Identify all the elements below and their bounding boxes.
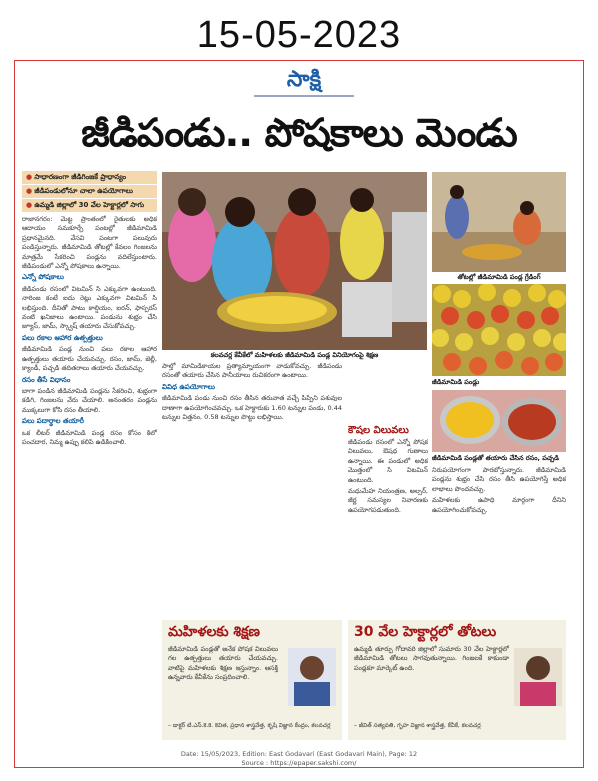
photo-caption: తోటల్లో జీడిమామిడి పండ్ల గ్రేడింగ్‌ — [457, 273, 541, 281]
grading-photo — [432, 172, 566, 272]
subheading: ఎన్నో పోషకాలు — [22, 273, 64, 282]
paragraph: జీడిమామిడి పండు నుంచి రసం తీసిన తరువాత వచ్చే పిప్పిని పశువుల దాణాగా ఉపయోగించవచ్చు. ఒక హెక్టారుకు 1.60 టన్నుల పండు, 0.44 టన్నుల విత్తనం, 0.58 టన్నుల పొట్టు లభిస్తాయి. — [162, 394, 342, 422]
highlight-item: ● జీడిపండులోనూ చాలా ఉపయోగాలు — [22, 185, 157, 199]
page-footer — [0, 750, 598, 768]
paragraph: నిరుపయోగంగా పారబోస్తున్నారు. జీడిమామిడి పండ్లను శుభ్రం చేసి రసం తీసి ఉపయోగిస్తే అధిక లాభాలు పొందవచ్చు. — [432, 466, 566, 493]
box-credit: – జీవిత్‌ సత్యవతి, గృహ విజ్ఞాన శాస్త్రవేత్త, కేవీకే, కలవచర్ల — [354, 723, 481, 729]
bullet-icon: ● — [26, 173, 33, 181]
scientist-photo — [514, 648, 562, 706]
paragraph: జీడిపండు రసంలో ఎన్నో పోషక విలువలు, ఔషధ గుణాలు ఉన్నాయి. ఈ పండులో అధిక మొత్తంలో సి విటమిన్‌ ఉంటుంది. — [348, 438, 428, 484]
paragraph: జీడిపండు రసంలో విటమిన్‌ సి ఎక్కువగా ఉంటుంది. నారింజ కంటే ఐదు రెట్లు ఎక్కువగా విటమిన్‌ సి లభిస్తుంది. దీనితో పాటు కాల్షియం, ఐరన్‌, ఫాస్పరస్‌ వంటి ఖనిజాలు ఉంటాయి. పండును శుభ్రం చేసి జ్యూస్‌, జామ్‌, స్క్వాష్‌ తయారు చేసుకోవచ్చు. — [22, 284, 157, 331]
box-text: ఉమ్మడి తూర్పు గోదావరి జిల్లాలో సుమారు 30 వేల హెక్టార్లలో జీడిమామిడి తోటలు సాగవుతున్నాయి. గింజలకే కాకుండా పండ్లకూ మార్కెట్‌ ఉంది. — [354, 645, 509, 672]
paragraph: ఒక లీటర్‌ జీడిమామిడి పండ్ల రసం కోసం కిలో పంచదార, నిమ్మ ఉప్పు కలిపి ఉడికించాలి. — [22, 428, 157, 446]
paragraph: జీడిమామిడి పండ్ల నుంచి పలు రకాల ఆహార ఉత్పత్తులు తయారు చేయవచ్చు. రసం, జామ్‌, జెల్లీ, క్యాండీ, పచ్చడి తదితరాలు తయారు చేయవచ్చు. — [22, 345, 157, 373]
scientist-photo — [288, 648, 336, 706]
box-heading: మహిళలకు శిక్షణ — [168, 624, 260, 640]
newspaper-masthead: సాక్షి — [254, 67, 354, 97]
body-column-4 — [432, 466, 566, 614]
paragraph: బాగా పండిన జీడిమామిడి పండ్లను సేకరించి, శుభ్రంగా కడిగి, గింజలను వేరు చేయాలి. అనంతరం పండ్లను ముక్కలుగా కోసి రసం తీయాలి. — [22, 386, 157, 414]
subheading: రసం తీసే విధానం — [22, 375, 71, 384]
highlight-item: ● సాధారణంగా జీడిగింజకే ప్రాధాన్యం — [22, 171, 157, 185]
photo-caption: కలవచర్ల కేవీకేలో మహిళలకు జీడిమామిడి పండ్ల వినియోగంపై శిక్షణ — [210, 351, 379, 359]
body-column-2 — [162, 362, 342, 614]
bullet-icon: ● — [26, 201, 33, 209]
subheading: పలు రకాల ఆహార ఉత్పత్తులు — [22, 333, 103, 342]
photo-caption: జీడిమామిడి పండ్లతో తయారు చేసిన రసం, పచ్చడి — [432, 454, 559, 462]
bullet-icon: ● — [26, 187, 33, 195]
section-heading: కౌషల విలువలు — [348, 425, 409, 436]
body-column-1 — [22, 215, 157, 737]
box-text: జీడిమామిడి పండ్లతో అనేక పోషక విలువలు గల ఉత్పత్తులు తయారు చేయవచ్చు. వాటిపై మహిళలకు శిక్షణ ఇస్తున్నాం. ఆసక్తి ఉన్నవారు కేవీకేను సంప్రదించాలి. — [168, 645, 278, 682]
highlights-box — [22, 171, 157, 213]
subheading: వివిధ ఉపయోగాలు — [162, 382, 215, 391]
box-heading: 30 వేల హెక్టార్లలో తోటలు — [354, 624, 497, 640]
footer-edition: Date: 15/05/2023, Edition: East Godavari (East Godavari Main), Page: 12 — [180, 750, 418, 758]
footer-source: Source : https://epaper.sakshi.com/ — [241, 759, 357, 767]
highlight-item: ● ఉమ్మడి జిల్లాలో 30 వేల హెక్టార్లలో సాగు — [22, 199, 157, 213]
cashew-fruits-photo — [432, 284, 566, 376]
paragraph: రాజానగరం: మెట్ట ప్రాంతంలో రైతులకు అధిక ఆదాయం సమకూర్చే పంటల్లో జీడిమామిడి ప్రధానమైనది. వేసవి పంటగా పలువురు పండిస్తున్నారు. జీడిమామిడి తోటల్లో కేవలం గింజలను మాత్రమే సేకరించి పండ్లను వదిలేస్తుంటారు. జీడిపండులో ఎన్నో పోషకాలు ఉన్నాయి. — [22, 215, 157, 271]
paragraph: మధుమేహ నియంత్రణ, అల్సర్‌, జీర్ణ సమస్యల నివారణకు ఉపయోగపడుతుంది. — [348, 487, 428, 514]
products-photo — [432, 390, 566, 452]
photo-caption: జీడిమామిడి పండ్లు — [432, 378, 480, 386]
box-credit: – డాక్టర్‌ టి.ఎస్‌.కె.కె. కెవిత, ప్రధాన శాస్త్రవేత్త, కృషి విజ్ఞాన కేంద్రం, కలవచర్ల — [168, 723, 331, 729]
date-stamp: 15-05-2023 — [196, 14, 402, 56]
paragraph: పాల్తో మామిడికాయల ప్రత్యామ్నాయంగా వాడుకోవచ్చు. జీడిపండు రసంతో తయారు చేసిన పానీయాలు రుచికరంగా ఉంటాయి. — [162, 362, 342, 380]
article-headline: జీడిపండు.. పోషకాలు మెండు — [81, 111, 517, 156]
body-column-3 — [348, 438, 428, 614]
training-photo — [162, 172, 427, 350]
subheading: పలు పదార్థాల తయారీ — [22, 417, 84, 426]
paragraph: మహిళలకు ఉపాధి మార్గంగా దీనిని ఉపయోగించుకోవచ్చు. — [432, 496, 566, 514]
